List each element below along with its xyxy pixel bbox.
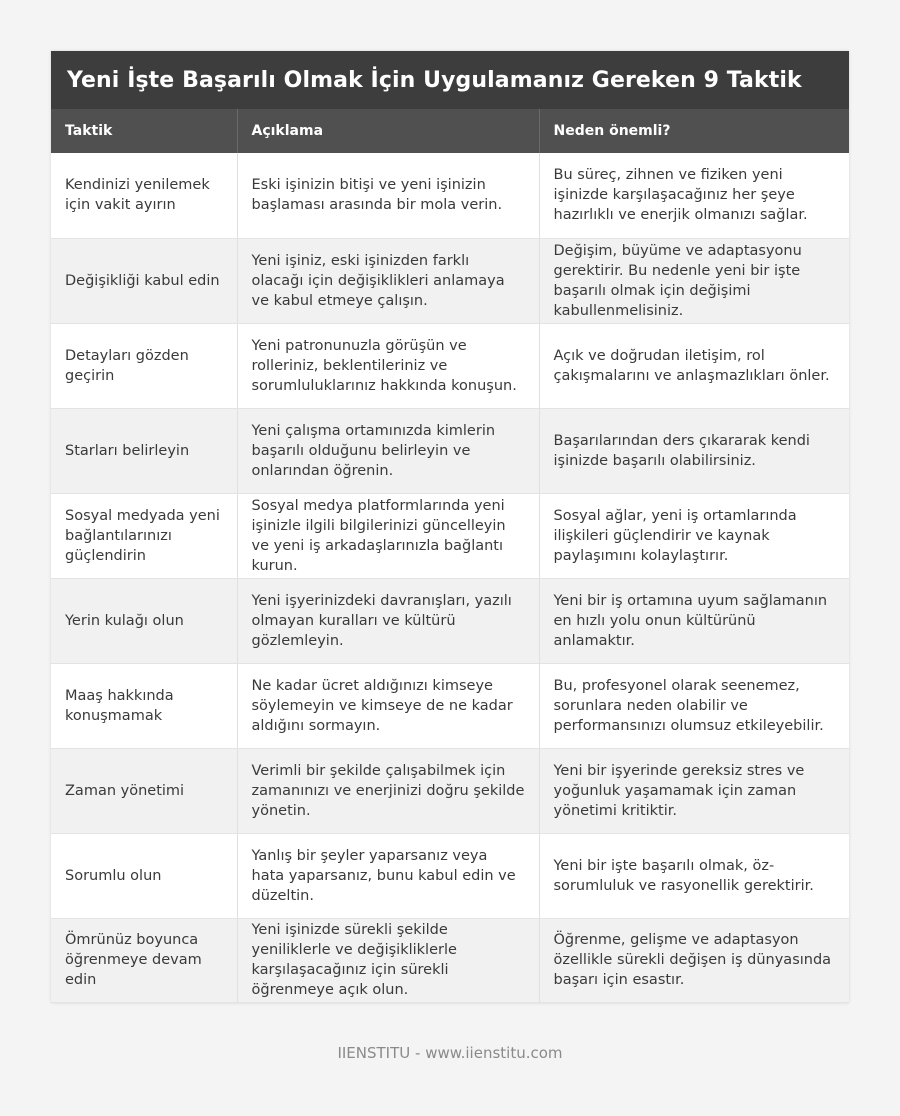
header-neden-onemli: Neden önemli? <box>539 109 849 153</box>
cell-aciklama: Sosyal medya platformlarında yeni işinizle ilgili bilgilerinizi güncelleyin ve yeni iş arkadaşlarınızla bağlantı kurun. <box>237 493 539 578</box>
table-row <box>51 578 849 663</box>
cell-aciklama: Eski işinizin bitişi ve yeni işinizin başlaması arasında bir mola verin. <box>237 153 539 238</box>
cell-taktik: Maaş hakkında konuşmamak <box>51 663 237 748</box>
cell-taktik: Değişikliği kabul edin <box>51 238 237 323</box>
cell-aciklama: Yeni işinizde sürekli şekilde yeniliklerle ve değişikliklerle karşılaşacağınız için sürekli öğrenmeye açık olun. <box>237 918 539 1002</box>
cell-aciklama: Yeni patronunuzla görüşün ve rolleriniz, beklentileriniz ve sorumluluklarınız hakkında konuşun. <box>237 323 539 408</box>
header-row <box>51 109 849 153</box>
table-row <box>51 323 849 408</box>
cell-taktik: Detayları gözden geçirin <box>51 323 237 408</box>
cell-neden-onemli: Sosyal ağlar, yeni iş ortamlarında ilişkileri güçlendirir ve kaynak paylaşımını kolaylaştırır. <box>539 493 849 578</box>
tactics-table-card <box>51 51 849 1003</box>
table-row <box>51 238 849 323</box>
cell-taktik: Ömrünüz boyunca öğrenmeye devam edin <box>51 918 237 1002</box>
table-header <box>51 109 849 153</box>
cell-taktik: Sosyal medyada yeni bağlantılarınızı güçlendirin <box>51 493 237 578</box>
cell-neden-onemli: Açık ve doğrudan iletişim, rol çakışmalarını ve anlaşmazlıkları önler. <box>539 323 849 408</box>
cell-aciklama: Ne kadar ücret aldığınızı kimseye söylemeyin ve kimseye de ne kadar aldığını sormayın. <box>237 663 539 748</box>
cell-neden-onemli: Bu, profesyonel olarak seenemez, sorunlara neden olabilir ve performansınızı olumsuz etkileyebilir. <box>539 663 849 748</box>
cell-neden-onemli: Başarılarından ders çıkararak kendi işinizde başarılı olabilirsiniz. <box>539 408 849 493</box>
cell-aciklama: Yeni çalışma ortamınızda kimlerin başarılı olduğunu belirleyin ve onlarından öğrenin. <box>237 408 539 493</box>
footer-credit: IIENSTITU - www.iienstitu.com <box>337 1044 563 1062</box>
tactics-table <box>51 109 849 1003</box>
cell-taktik: Kendinizi yenilemek için vakit ayırın <box>51 153 237 238</box>
cell-aciklama: Verimli bir şekilde çalışabilmek için zamanınızı ve enerjinizi doğru şekilde yönetin. <box>237 748 539 833</box>
cell-taktik: Sorumlu olun <box>51 833 237 918</box>
table-row <box>51 833 849 918</box>
cell-neden-onemli: Yeni bir iş ortamına uyum sağlamanın en hızlı yolu onun kültürünü anlamaktır. <box>539 578 849 663</box>
cell-neden-onemli: Öğrenme, gelişme ve adaptasyon özellikle sürekli değişen iş dünyasında başarı için esastır. <box>539 918 849 1002</box>
cell-taktik: Starları belirleyin <box>51 408 237 493</box>
table-row <box>51 748 849 833</box>
cell-neden-onemli: Değişim, büyüme ve adaptasyonu gerektirir. Bu nedenle yeni bir işte başarılı olmak için değişimi kabullenmelisiniz. <box>539 238 849 323</box>
cell-neden-onemli: Bu süreç, zihnen ve fiziken yeni işinizde karşılaşacağınız her şeye hazırlıklı ve enerjik olmanızı sağlar. <box>539 153 849 238</box>
cell-neden-onemli: Yeni bir işte başarılı olmak, öz-sorumluluk ve rasyonellik gerektirir. <box>539 833 849 918</box>
cell-taktik: Zaman yönetimi <box>51 748 237 833</box>
cell-aciklama: Yeni işyerinizdeki davranışları, yazılı olmayan kuralları ve kültürü gözlemleyin. <box>237 578 539 663</box>
header-taktik: Taktik <box>51 109 237 153</box>
cell-aciklama: Yeni işiniz, eski işinizden farklı olacağı için değişiklikleri anlamaya ve kabul etmeye çalışın. <box>237 238 539 323</box>
cell-aciklama: Yanlış bir şeyler yaparsanız veya hata yaparsanız, bunu kabul edin ve düzeltin. <box>237 833 539 918</box>
cell-neden-onemli: Yeni bir işyerinde gereksiz stres ve yoğunluk yaşamamak için zaman yönetimi kritiktir. <box>539 748 849 833</box>
table-body <box>51 153 849 1002</box>
table-row <box>51 918 849 1002</box>
table-row <box>51 663 849 748</box>
header-aciklama: Açıklama <box>237 109 539 153</box>
table-row <box>51 408 849 493</box>
table-row <box>51 153 849 238</box>
cell-taktik: Yerin kulağı olun <box>51 578 237 663</box>
table-title: Yeni İşte Başarılı Olmak İçin Uygulamanız Gereken 9 Taktik <box>51 51 849 109</box>
table-row <box>51 493 849 578</box>
